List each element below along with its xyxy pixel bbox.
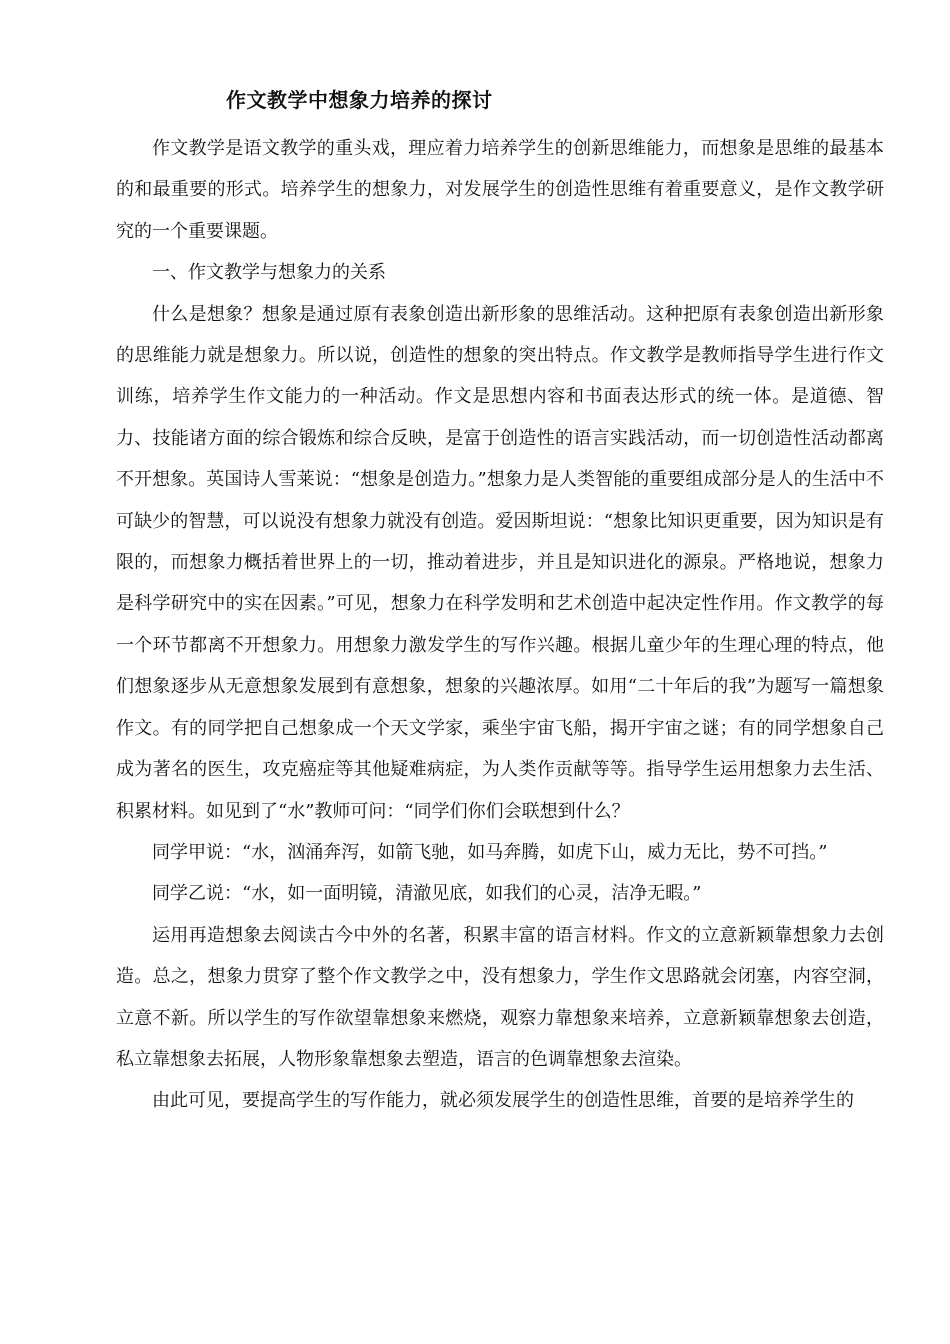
paragraph-what-is-imagination: 什么是想象？想象是通过原有表象创造出新形象的思维活动。这种把原有表象创造出新形象的思维能力就是想象力。所以说，创造性的想象的突出特点。作文教学是教师指导学生进行作文训练，培养学生作文能力的一种活动。作文是思想内容和书面表达形式的统一体。是道德、智力、技能诸方面的综合锻炼和综合反映，是富于创造性的语言实践活动，而一切创造性活动都离不开想象。英国诗人雪莱说：“想象是创造力。”想象力是人类智能的重要组成部分是人的生活中不可缺少的智慧，可以说没有想象力就没有创造。爱因斯坦说：“想象比知识更重要，因为知识是有限的，而想象力概括着世界上的一切，推动着进步，并且是知识进化的源泉。严格地说，想象力是科学研究中的实在因素。”可见，想象力在科学发明和艺术创造中起决定性作用。作文教学的每一个环节都离不开想象力。用想象力激发学生的写作兴趣。根据儿童少年的生理心理的特点，他们想象逐步从无意想象发展到有意想象，想象的兴趣浓厚。如用“二十年后的我”为题写一篇想象作文。有的同学把自己想象成一个天文学家，乘坐宇宙飞船，揭开宇宙之谜；有的同学想象自己成为著名的医生，攻克癌症等其他疑难病症，为人类作贡献等等。指导学生运用想象力去生活、积累材料。如见到了“水”教师可问：“同学们你们会联想到什么？ [116,303,884,822]
document-page [116,82,884,1122]
section-heading-1: 一、作文教学与想象力的关系 [152,262,386,284]
paragraph-student-b: 同学乙说：“水，如一面明镜，清澈见底，如我们的心灵，洁净无暇。” [152,883,702,905]
paragraph-student-a: 同学甲说：“水，汹涌奔泻，如箭飞驰，如马奔腾，如虎下山，威力无比，势不可挡。” [152,841,828,863]
paragraph-conclusion: 由此可见，要提高学生的写作能力，就必须发展学生的创造性思维，首要的是培养学生的 [152,1090,854,1112]
paragraph-intro: 作文教学是语文教学的重头戏，理应着力培养学生的创新思维能力，而想象是思维的最基本的和最重要的形式。培养学生的想象力，对发展学生的创造性思维有着重要意义，是作文教学研究的一个重要课题。 [116,138,884,242]
paragraph-reading: 运用再造想象去阅读古今中外的名著，积累丰富的语言材料。作文的立意新颖靠想象力去创造。总之，想象力贯穿了整个作文教学之中，没有想象力，学生作文思路就会闭塞，内容空洞，立意不新。所以学生的写作欲望靠想象来燃烧，观察力靠想象来培养，立意新颖靠想象去创造，私立靠想象去拓展，人物形象靠想象去塑造，语言的色调靠想象去渲染。 [116,924,884,1070]
document-title: 作文教学中想象力培养的探讨 [226,88,493,112]
